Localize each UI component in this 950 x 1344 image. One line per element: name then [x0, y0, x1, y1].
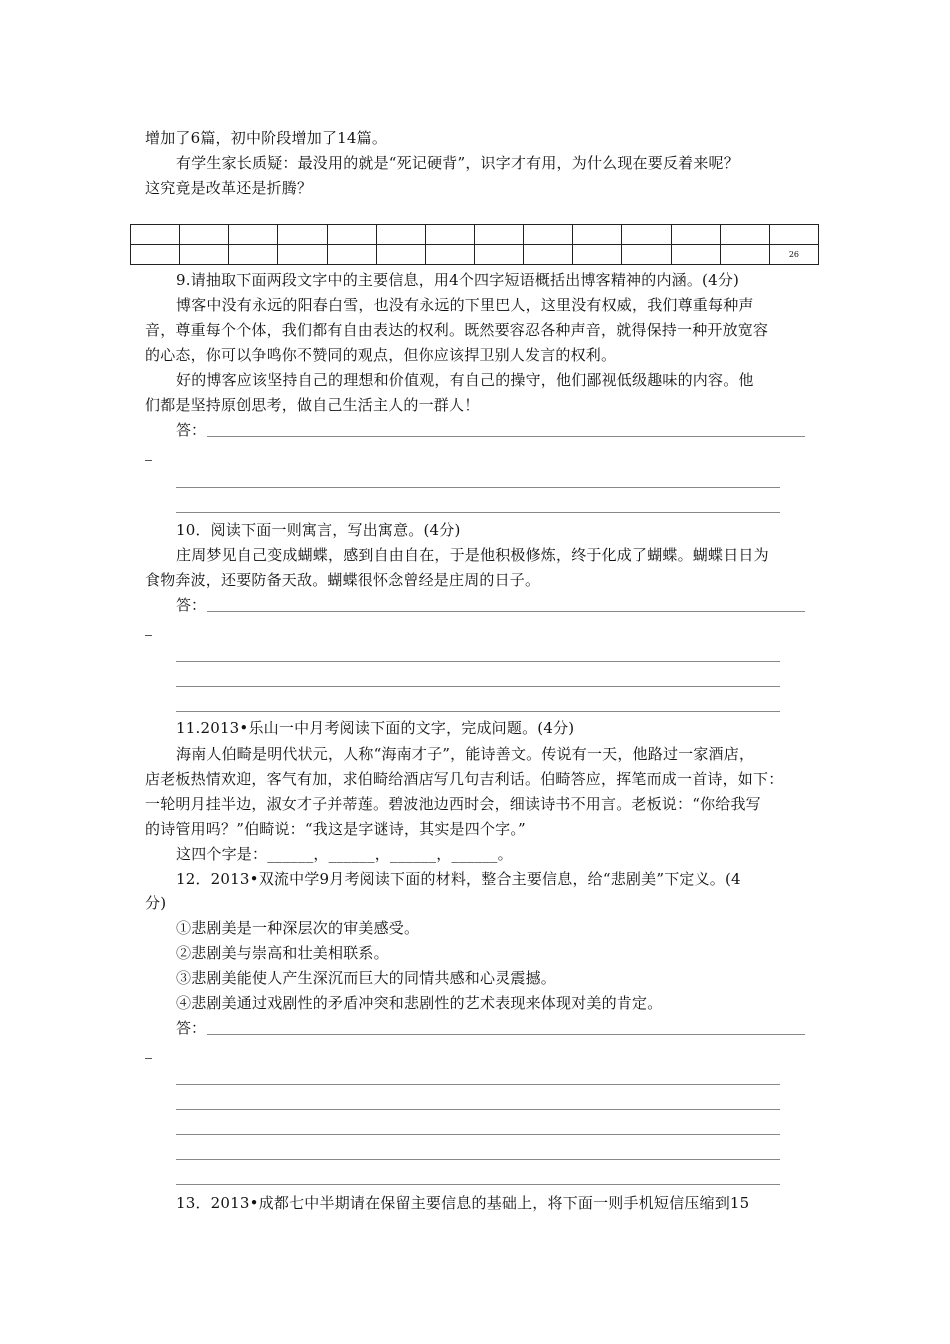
- q10-answer-line[interactable]: [176, 661, 780, 662]
- q11-paragraph-line-4: 的诗管用吗？”伯畸说：“我这是字谜诗，其实是四个字。”: [145, 820, 526, 838]
- grid-page-number: 26: [769, 245, 818, 265]
- q12-item-2: ②悲剧美与崇高和壮美相联系。: [176, 944, 389, 962]
- q9-answer-label: 答：: [176, 421, 207, 439]
- q11-paragraph-line-1: 海南人伯畸是明代状元，人称“海南才子”，能诗善文。传说有一天，他路过一家酒店，: [176, 745, 755, 763]
- q11-fill-blanks: 这四个字是：______，______，______，______。: [176, 845, 513, 863]
- grid-row: [131, 245, 819, 265]
- q9-answer-line[interactable]: [176, 512, 780, 513]
- q11-paragraph-line-3: 一轮明月挂半边，淑女才子并蒂莲。碧波池边西时会，细读诗书不用言。老板说：“你给我写: [145, 795, 761, 813]
- q13-title: 13．2013•成都七中半期请在保留主要信息的基础上，将下面一则手机短信压缩到15: [176, 1194, 750, 1212]
- q11-paragraph-line-2: 店老板热情欢迎，客气有加，求伯畸给酒店写几句吉利话。伯畸答应，挥笔而成一首诗，如下：: [145, 770, 784, 788]
- q10-answer-line[interactable]: [176, 686, 780, 687]
- q9-paragraph-1-line-2: 音，尊重每个个体，我们都有自由表达的权利。既然要容忍各种声音，就得保持一种开放宽容: [145, 321, 769, 339]
- q10-paragraph-line-1: 庄周梦见自己变成蝴蝶，感到自由自在，于是他积极修炼，终于化成了蝴蝶。蝴蝶日日为: [176, 546, 769, 564]
- q12-answer-dash: [145, 1058, 152, 1059]
- q9-title: 9.请抽取下面两段文字中的主要信息，用4个四字短语概括出博客精神的内涵。(4分): [176, 271, 740, 289]
- q10-title: 10．阅读下面一则寓言，写出寓意。(4分): [176, 521, 461, 539]
- intro-line-3: 这究竟是改革还是折腾？: [145, 179, 313, 197]
- q10-answer-dash: [145, 635, 152, 636]
- q9-answer-line[interactable]: [176, 487, 780, 488]
- q9-answer-line[interactable]: [207, 436, 805, 437]
- q11-title: 11.2013•乐山一中月考阅读下面的文字，完成问题。(4分): [176, 719, 575, 737]
- q12-title-line-1: 12．2013•双流中学9月考阅读下面的材料，整合主要信息，给“悲剧美”下定义。(4: [176, 870, 741, 888]
- q10-answer-line[interactable]: [207, 611, 805, 612]
- q9-answer-dash: [145, 460, 152, 461]
- q12-item-1: ①悲剧美是一种深层次的审美感受。: [176, 919, 420, 937]
- q12-answer-line[interactable]: [176, 1159, 780, 1160]
- intro-line-2: 有学生家长质疑：最没用的就是“死记硬背”，识字才有用，为什么现在要反着来呢？: [176, 154, 739, 172]
- q12-item-4: ④悲剧美通过戏剧性的矛盾冲突和悲剧性的艺术表现来体现对美的肯定。: [176, 994, 663, 1012]
- writing-grid: [130, 224, 819, 265]
- q10-paragraph-line-2: 食物奔波，还要防备天敌。蝴蝶很怀念曾经是庄周的日子。: [145, 571, 541, 589]
- q12-answer-label: 答：: [176, 1019, 207, 1037]
- q12-answer-line[interactable]: [176, 1109, 780, 1110]
- q10-answer-line[interactable]: [176, 711, 780, 712]
- intro-line-1: 增加了6篇，初中阶段增加了14篇。: [145, 129, 388, 147]
- q12-answer-line[interactable]: [207, 1034, 805, 1035]
- q12-item-3: ③悲剧美能使人产生深沉而巨大的同情共感和心灵震撼。: [176, 969, 557, 987]
- q9-paragraph-2-line-2: 们都是坚持原创思考，做自己生活主人的一群人！: [145, 396, 480, 414]
- q12-answer-line[interactable]: [176, 1134, 780, 1135]
- q9-paragraph-1-line-3: 的心态，你可以争鸣你不赞同的观点，但你应该捍卫别人发言的权利。: [145, 346, 617, 364]
- q9-paragraph-1-line-1: 博客中没有永远的阳春白雪，也没有永远的下里巴人，这里没有权威，我们尊重每种声: [176, 296, 754, 314]
- q12-title-line-2: 分): [145, 894, 167, 912]
- q12-answer-line[interactable]: [176, 1084, 780, 1085]
- q10-answer-label: 答：: [176, 596, 207, 614]
- q9-paragraph-2-line-1: 好的博客应该坚持自己的理想和价值观，有自己的操守，他们鄙视低级趣味的内容。他: [176, 371, 754, 389]
- grid-row: [131, 225, 819, 245]
- q12-answer-line[interactable]: [176, 1184, 780, 1185]
